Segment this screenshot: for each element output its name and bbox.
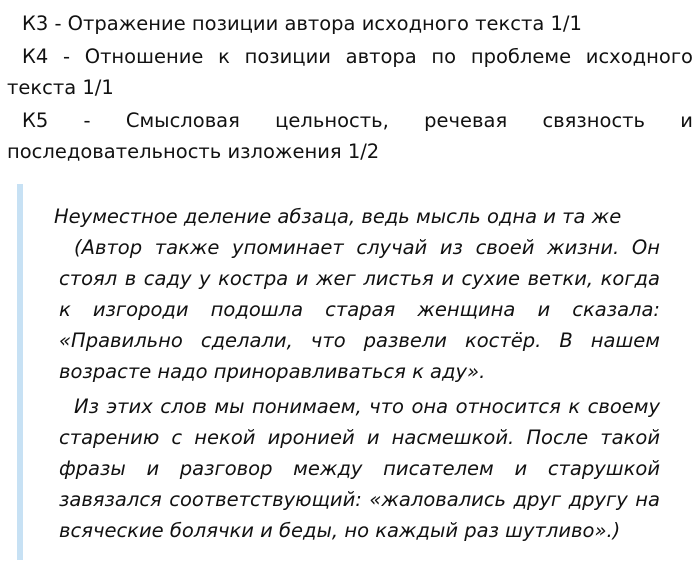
blockquote bbox=[17, 184, 686, 560]
criterion-k3: К3 - Отражение позиции автора исходного текста 1/1 bbox=[22, 12, 582, 35]
criterion-k4: К4 - Отношение к позиции автора по проблеме исходного текста 1/1 bbox=[7, 45, 693, 99]
quote-comment: Неуместное деление абзаца, ведь мысль одна и та же bbox=[54, 205, 622, 228]
criteria-list bbox=[7, 8, 693, 169]
quote-paragraph-1: (Автор также упоминает случай из своей жизни. Он стоял в саду у костра и жег листья и сухие ветки, когда к изгороди подошла старая женщина и сказала: «Правильно сделали, что развели костёр. В нашем возрасте надо приноравливаться к аду». bbox=[59, 236, 660, 383]
quote-body bbox=[59, 232, 660, 550]
quote-paragraph-2: Из этих слов мы понимаем, что она относится к своему старению с некой иронией и насмешкой. После такой фразы и разговор между писателем и старушкой завязался соответствующий: «жаловались друг другу на всяческие болячки и беды, но каждый раз шутливо».) bbox=[59, 395, 660, 542]
criterion-k5: К5 - Смысловая цельность, речевая связность и последовательность изложения 1/2 bbox=[7, 109, 693, 163]
